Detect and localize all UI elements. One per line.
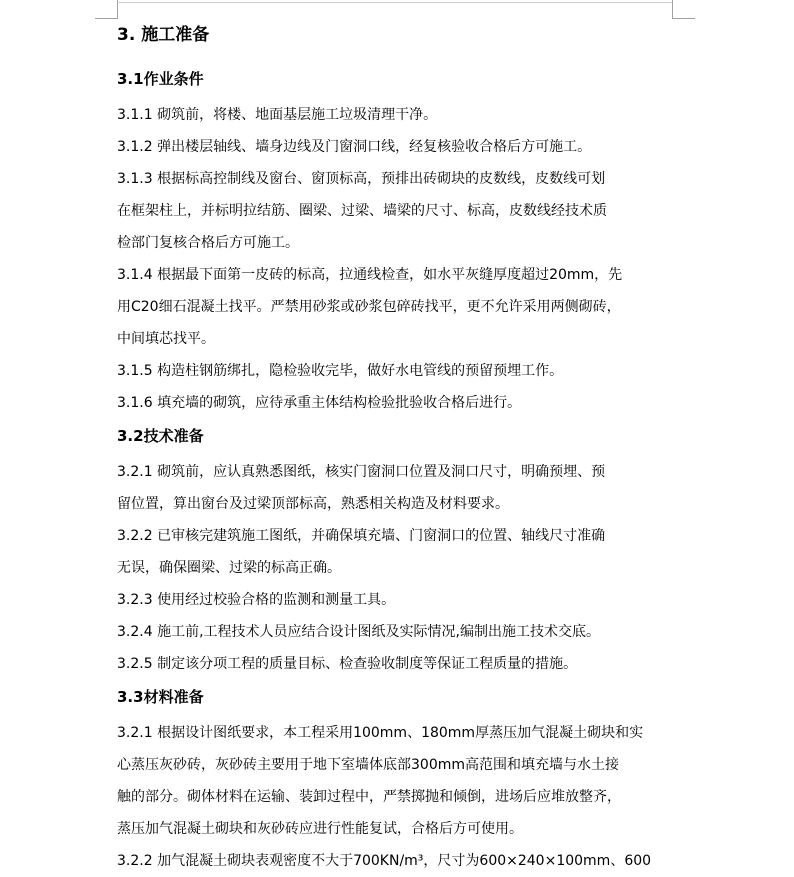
page-corner-mark-right	[672, 0, 695, 19]
paragraph-block	[117, 717, 677, 877]
text-line: 3.1.3 根据标高控制线及窗台、窗顶标高，预排出砖砌块的皮数线，皮数线可划	[117, 171, 606, 187]
text-line: 3.2.2 加气混凝土砌块表观密度不大于700KN/m³，尺寸为600×240×100mm、600	[117, 853, 652, 869]
text-line: 3.2.1 根据设计图纸要求，本工程采用100mm、180mm厚蒸压加气混凝土砌块和实	[117, 725, 644, 741]
subsection-heading: 3.3材料准备	[117, 688, 204, 706]
text-line: 3.2.3 使用经过校验合格的监测和测量工具。	[117, 592, 396, 608]
text-line: 在框架柱上，并标明拉结筋、圈梁、过梁、墙梁的尺寸、标高，皮数线经技术质	[117, 203, 607, 219]
document-body	[117, 20, 677, 877]
text-line: 3.1.4 根据最下面第一皮砖的标高，拉通线检查，如水平灰缝厚度超过20mm，先	[117, 267, 623, 283]
text-line: 3.1.6 填充墙的砌筑，应待承重主体结构检验批验收合格后进行。	[117, 395, 522, 411]
text-line: 3.2.5 制定该分项工程的质量目标、检查验收制度等保证工程质量的措施。	[117, 656, 578, 672]
page-corner-mark-left	[95, 0, 118, 19]
section-technical-preparation	[117, 421, 677, 680]
text-line: 心蒸压灰砂砖，灰砂砖主要用于地下室墙体底部300mm高范围和填充墙与水土接	[117, 757, 619, 773]
section-material-preparation	[117, 682, 677, 877]
text-line: 检部门复核合格后方可施工。	[117, 235, 299, 251]
page-top-edge	[117, 2, 672, 3]
text-line: 3.2.1 砌筑前，应认真熟悉图纸，核实门窗洞口位置及洞口尺寸，明确预埋、预	[117, 464, 606, 480]
text-line: 中间填芯找平。	[117, 331, 215, 347]
section-work-conditions	[117, 64, 677, 419]
section-title: 3. 施工准备	[117, 25, 210, 45]
paragraph-block	[117, 456, 677, 680]
text-line: 用C20细石混凝土找平。严禁用砂浆或砂浆包碎砖找平，更不允许采用两侧砌砖，	[117, 299, 621, 315]
text-line: 触的部分。砌体材料在运输、装卸过程中，严禁掷抛和倾倒，进场后应堆放整齐，	[117, 789, 621, 805]
text-line: 3.2.2 已审核完建筑施工图纸，并确保填充墙、门窗洞口的位置、轴线尺寸准确	[117, 528, 606, 544]
paragraph-block	[117, 99, 677, 419]
text-line: 留位置，算出窗台及过梁顶部标高，熟悉相关构造及材料要求。	[117, 496, 509, 512]
text-line: 蒸压加气混凝土砌块和灰砂砖应进行性能复试，合格后方可使用。	[117, 821, 523, 837]
text-line: 无误，确保圈梁、过梁的标高正确。	[117, 560, 341, 576]
subsection-heading: 3.1作业条件	[117, 70, 204, 88]
text-line: 3.1.2 弹出楼层轴线、墙身边线及门窗洞口线，经复核验收合格后方可施工。	[117, 139, 592, 155]
text-line: 3.1.1 砌筑前，将楼、地面基层施工垃圾清理干净。	[117, 107, 438, 123]
text-line: 3.1.5 构造柱钢筋绑扎，隐检验收完毕，做好水电管线的预留预埋工作。	[117, 363, 564, 379]
text-line: 3.2.4 施工前,工程技术人员应结合设计图纸及实际情况,编制出施工技术交底。	[117, 624, 600, 640]
subsection-heading: 3.2技术准备	[117, 427, 204, 445]
